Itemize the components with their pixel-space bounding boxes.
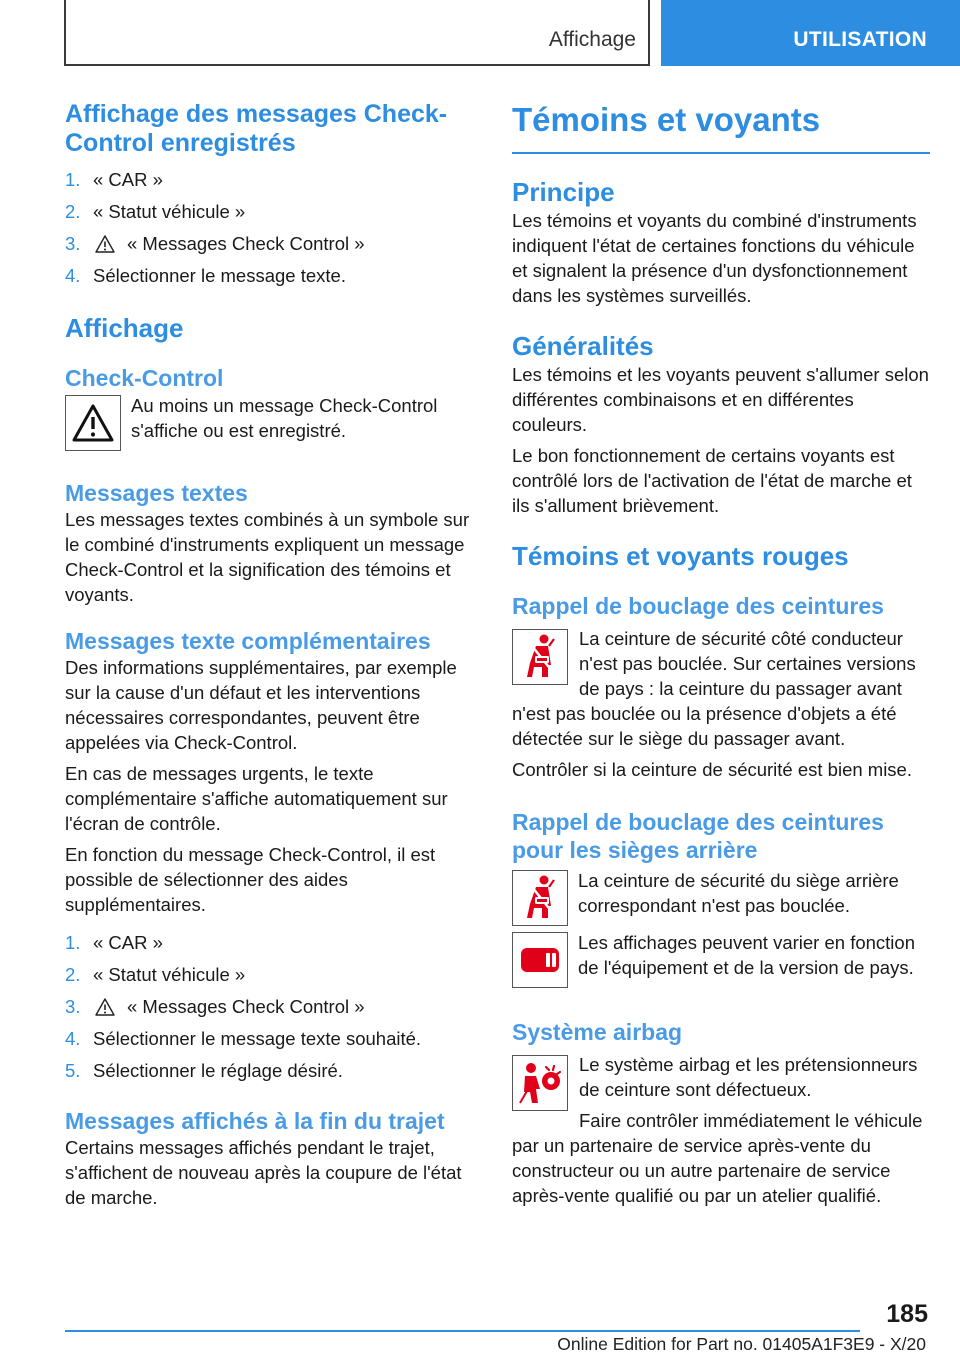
seatbelt-paragraph-1: La ceinture de sécurité côté conducteur n'est pas bouclée. Sur certaines versions de pays : la ceinture du passager avant n'est pas bouclée ou la présence d'objets a été détectée sur le siège du passager avant. — [512, 628, 916, 749]
complementary-paragraph-1: Des informations supplémentaires, par exemple sur la cause d'un défaut et les interventions nécessaires correspondantes, peuvent être appelées via Check-Control. — [65, 657, 457, 753]
text-messages-paragraph: Les messages textes combinés à un symbole sur le combiné d'instruments expliquent un message Check-Control et la signification des témoins et voyants. — [65, 509, 470, 605]
footer-edition: Online Edition for Part no. 01405A1F3E9 - X/20 — [557, 1334, 926, 1354]
list-item: 1. « CAR » — [65, 932, 163, 953]
general-paragraph-1: Les témoins et les voyants peuvent s'allumer selon différentes combinaisons et en différentes couleurs. — [512, 364, 929, 435]
list-item: 3. « Messages Check Control » — [65, 233, 365, 254]
seatbelt-icon-box — [512, 629, 568, 685]
rear-seatbelt-icon-box — [512, 870, 568, 926]
left-column — [65, 100, 477, 1210]
airbag-paragraph-2: Faire contrôler immédiatement le véhicule par un partenaire de service après-vente du constructeur ou un autre partenaire de service après-vente qualifié ou par un atelier qualifié. — [512, 1110, 923, 1206]
list-item: 3. « Messages Check Control » — [65, 996, 365, 1017]
check-control-row — [65, 395, 477, 451]
rear-seat-indicator-icon — [518, 945, 562, 975]
warning-triangle-icon — [95, 997, 115, 1017]
general-paragraph-2: Le bon fonctionnement de certains voyants est contrôlé lors de l'activation de l'état de marche et ils s'allument brièvement. — [512, 445, 912, 516]
heading-check-control: Check-Control — [65, 365, 224, 391]
seatbelt-icon — [518, 633, 562, 681]
seatbelt-block — [512, 626, 930, 751]
heading-complementary-messages: Messages texte complémentaires — [65, 628, 431, 654]
heading-stored-messages: Affichage des messages Check-Control enregistrés — [65, 100, 448, 157]
heading-display: Affichage — [65, 313, 184, 343]
list-item: 4. Sélectionner le message texte souhaité. — [65, 1028, 422, 1049]
complementary-paragraph-3: En fonction du message Check-Control, il est possible de sélectionner des aides supplémentaires. — [65, 844, 436, 915]
complementary-paragraph-2: En cas de messages urgents, le texte complémentaire s'affiche automatiquement sur l'écran de contrôle. — [65, 763, 448, 834]
page-number: 185 — [886, 1300, 928, 1328]
rear-seatbelt-row-1 — [512, 870, 930, 926]
list-item: 2. « Statut véhicule » — [65, 201, 246, 222]
rear-seatbelt-paragraph-1: La ceinture de sécurité du siège arrière correspondant n'est pas bouclée. — [578, 870, 899, 916]
heading-indicators: Témoins et voyants — [512, 100, 930, 154]
warning-triangle-icon — [95, 234, 115, 254]
header-chapter-tab — [661, 0, 960, 66]
header-section-title: Affichage — [548, 28, 636, 51]
end-of-trip-paragraph: Certains messages affichés pendant le trajet, s'affichent de nouveau après la coupure de l'état de marche. — [65, 1137, 462, 1208]
heading-airbag-system: Système airbag — [512, 1019, 683, 1045]
heading-end-of-trip: Messages affichés à la fin du trajet — [65, 1108, 445, 1134]
check-control-icon-box — [65, 395, 121, 451]
check-control-text: Au moins un message Check-Control s'affiche ou est enregistré. — [131, 395, 438, 441]
seatbelt-paragraph-2: Contrôler si la ceinture de sécurité est bien mise. — [512, 759, 912, 780]
header-section-box — [64, 0, 650, 66]
airbag-icon-box — [512, 1055, 568, 1111]
steps-list-stored — [65, 164, 477, 292]
steps-list-complementary — [65, 927, 477, 1087]
footer-divider — [65, 1330, 860, 1332]
heading-rear-seatbelt-reminder: Rappel de bouclage des ceintures pour les sièges arrière — [512, 809, 884, 863]
heading-principle: Principe — [512, 177, 615, 207]
warning-triangle-icon — [71, 403, 115, 443]
list-item: 5. Sélectionner le réglage désiré. — [65, 1060, 343, 1081]
heading-red-indicators: Témoins et voyants rouges — [512, 541, 849, 571]
rear-seatbelt-paragraph-2: Les affichages peuvent varier en fonction de l'équipement et de la version de pays. — [578, 932, 915, 978]
airbag-block — [512, 1052, 930, 1208]
list-item: 1. « CAR » — [65, 169, 163, 190]
rear-seatbelt-icon — [518, 874, 562, 922]
airbag-paragraph-1: Le système airbag et les prétensionneurs de ceinture sont défectueux. — [579, 1054, 918, 1100]
airbag-icon — [516, 1059, 564, 1107]
heading-seatbelt-reminder: Rappel de bouclage des ceintures — [512, 593, 884, 619]
heading-general: Généralités — [512, 331, 654, 361]
principle-paragraph: Les témoins et voyants du combiné d'instruments indiquent l'état de certaines fonctions du véhicule et signalent la présence d'un dysfonctionnement dans les systèmes surveillés. — [512, 210, 917, 306]
heading-text-messages: Messages textes — [65, 480, 248, 506]
header-chapter-title: UTILISATION — [793, 28, 927, 51]
list-item: 2. « Statut véhicule » — [65, 964, 246, 985]
list-item: 4. Sélectionner le message texte. — [65, 265, 346, 286]
right-column — [512, 100, 930, 1208]
rear-seatbelt-row-2 — [512, 932, 930, 988]
rear-seat-indicator-box — [512, 932, 568, 988]
